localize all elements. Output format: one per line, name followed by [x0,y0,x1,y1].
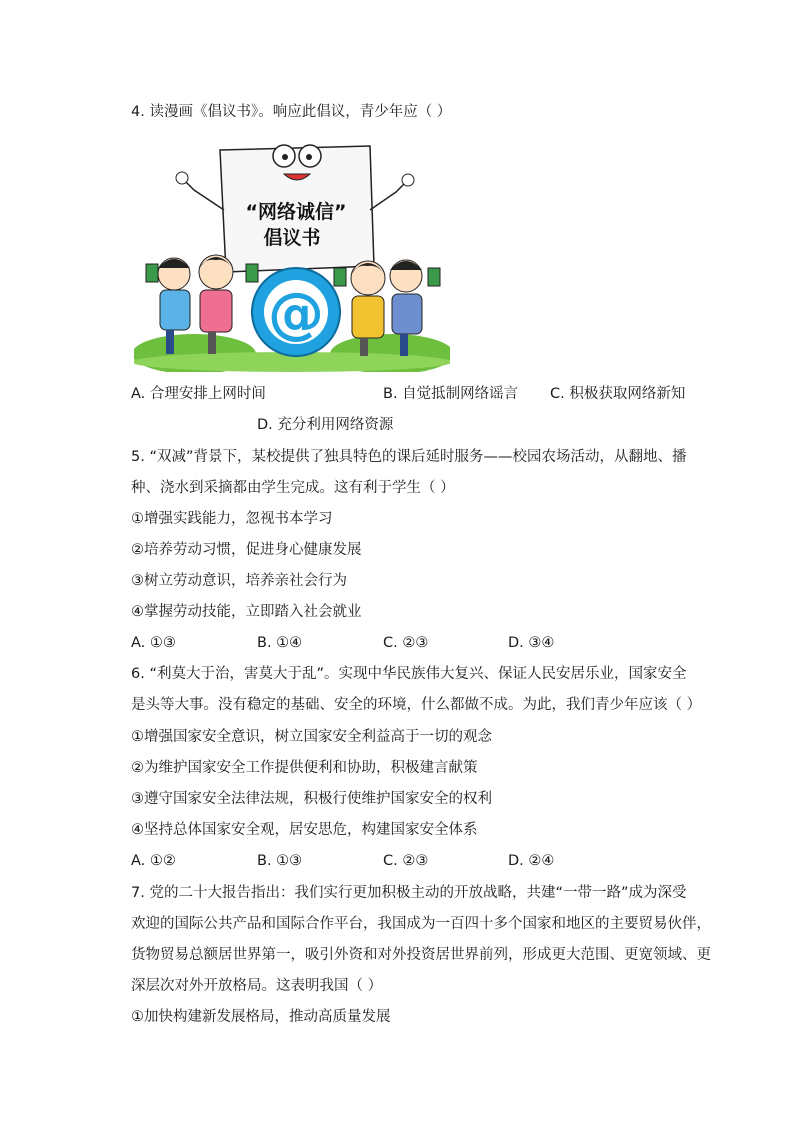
q5-option-c[interactable]: C. ②③ [383,635,429,651]
q6-option-b[interactable]: B. ①③ [257,853,303,869]
q5-option-b[interactable]: B. ①④ [257,635,303,651]
svg-text:@: @ [268,281,324,346]
q6-item-4: ④坚持总体国家安全观，居安思危，构建国家安全体系 [131,822,478,838]
q5-option-d[interactable]: D. ③④ [508,635,555,651]
q4-option-c[interactable]: C. 积极获取网络新知 [550,386,686,402]
q7-stem-line-4: 深层次对外开放格局。这表明我国（ ） [131,978,383,994]
q5-item-1: ①增强实践能力，忽视书本学习 [131,511,333,527]
q6-option-d[interactable]: D. ②④ [508,853,555,869]
q7-item-1: ①加快构建新发展格局，推动高质量发展 [131,1009,391,1025]
q6-option-a[interactable]: A. ①② [131,853,176,869]
paper-title-2: 倡议书 [263,227,321,249]
paper-title-1: “网络诚信” [245,201,347,223]
q6-stem-line-1: 6. “利莫大于治，害莫大于乱”。实现中华民族伟大复兴、保证人民安居乐业，国家安全 [131,666,687,682]
q6-option-c[interactable]: C. ②③ [383,853,429,869]
q6-stem-line-2: 是头等大事。没有稳定的基础、安全的环境，什么都做不成。为此，我们青少年应该（ ） [131,697,702,713]
q5-item-4: ④掌握劳动技能，立即踏入社会就业 [131,604,362,620]
q5-stem-line-2: 种、浇水到采摘都由学生完成。这有利于学生（ ） [131,480,455,496]
q4-option-a[interactable]: A. 合理安排上网时间 [131,386,266,402]
q5-stem-line-1: 5. “双减”背景下，某校提供了独具特色的课后延时服务——校园农场活动，从翻地、播 [131,449,687,465]
q6-item-2: ②为维护国家安全工作提供便利和协助，积极建言献策 [131,760,478,776]
q6-item-1: ①增强国家安全意识，树立国家安全利益高于一切的观念 [131,729,492,745]
q5-item-3: ③树立劳动意识，培养亲社会行为 [131,573,347,589]
q4-option-d[interactable]: D. 充分利用网络资源 [257,417,394,433]
q5-option-a[interactable]: A. ①③ [131,635,176,651]
q4-option-b[interactable]: B. 自觉抵制网络谣言 [383,386,519,402]
q6-item-3: ③遵守国家安全法律法规，积极行使维护国家安全的权利 [131,791,492,807]
q5-item-2: ②培养劳动习惯，促进身心健康发展 [131,542,362,558]
q7-stem-line-1: 7. 党的二十大报告指出：我们实行更加积极主动的开放战略，共建“一带一路”成为深受 [131,885,687,901]
q7-stem-line-2: 欢迎的国际公共产品和国际合作平台，我国成为一百四十多个国家和地区的主要贸易伙伴， [131,916,711,932]
proposal-cartoon [134,140,450,372]
q4-stem: 4. 读漫画《倡议书》。响应此倡议，青少年应（ ） [131,104,452,120]
q7-stem-line-3: 货物贸易总额居世界第一，吸引外资和对外投资居世界前列，形成更大范围、更宽领域、更 [131,947,711,963]
